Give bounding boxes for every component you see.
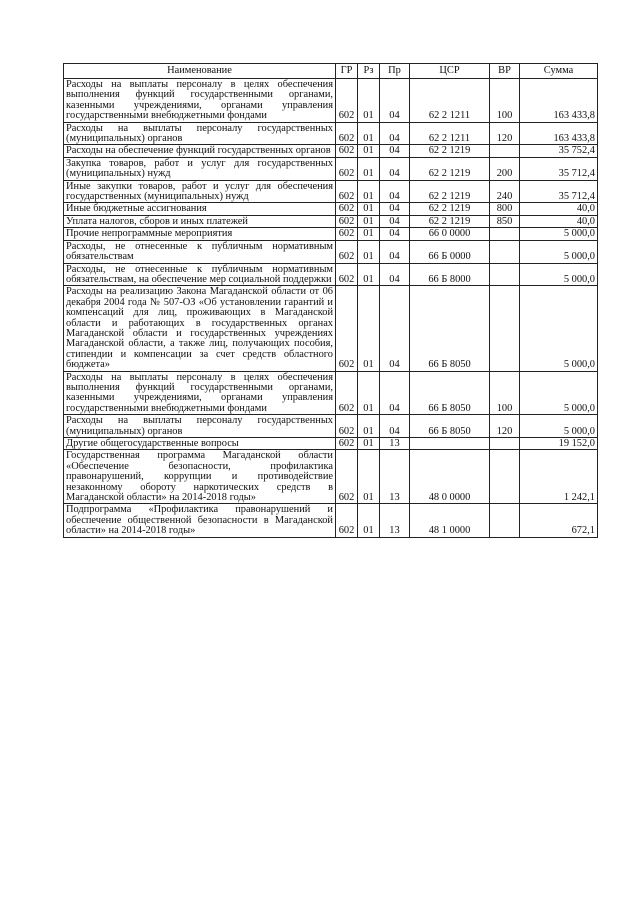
table-row <box>64 145 598 157</box>
row-vr <box>490 438 520 450</box>
row-rz: 01 <box>358 203 380 215</box>
row-sum: 35 752,4 <box>520 145 598 157</box>
row-csr: 62 2 1219 <box>410 203 490 215</box>
row-vr: 800 <box>490 203 520 215</box>
row-csr: 66 0 0000 <box>410 228 490 240</box>
row-gr: 602 <box>336 122 358 145</box>
table-body <box>64 79 598 538</box>
row-csr: 48 1 0000 <box>410 504 490 537</box>
row-pr: 04 <box>380 228 410 240</box>
row-rz: 01 <box>358 286 380 371</box>
row-name: Подпрограмма «Профилактика правонарушений и обеспечение общественной безопасности в Магаданской области» на 2014-2018 годы» <box>64 504 336 537</box>
row-csr: 66 Б 8050 <box>410 415 490 438</box>
row-gr: 602 <box>336 203 358 215</box>
table-row <box>64 371 598 415</box>
row-vr: 120 <box>490 415 520 438</box>
row-name: Расходы на выплаты персоналу государственных (муниципальных) органов <box>64 415 336 438</box>
row-sum: 5 000,0 <box>520 263 598 286</box>
row-name: Расходы на выплаты персоналу в целях обеспечения выполнения функций государственными органами, казенными учреждениями, органами управления государственными внебюджетными фондами <box>64 371 336 415</box>
row-gr: 602 <box>336 371 358 415</box>
row-sum: 5 000,0 <box>520 228 598 240</box>
table-row <box>64 286 598 371</box>
row-pr: 13 <box>380 450 410 504</box>
row-gr: 602 <box>336 180 358 203</box>
row-sum: 5 000,0 <box>520 371 598 415</box>
row-name: Государственная программа Магаданской области «Обеспечение безопасности, профилактика правонарушений, коррупции и противодействие незаконному обороту наркотических средств в Магаданской области» на 2014-2018 годы» <box>64 450 336 504</box>
row-rz: 01 <box>358 79 380 123</box>
row-name: Расходы на реализацию Закона Магаданской области от 06 декабря 2004 года № 507-ОЗ «Об установлении гарантий и компенсаций для лиц, проживающих в Магаданской области и работающих в государственных органах Магаданской области и государственных учреждениях Магаданской области, а также лиц, получающих пособия, стипендии и компенсации за счет средств областного бюджета» <box>64 286 336 371</box>
row-csr: 66 Б 8050 <box>410 371 490 415</box>
row-pr: 04 <box>380 286 410 371</box>
row-rz: 01 <box>358 504 380 537</box>
row-pr: 04 <box>380 240 410 263</box>
header-pr: Пр <box>380 64 410 79</box>
header-name: Наименование <box>64 64 336 79</box>
row-sum: 5 000,0 <box>520 415 598 438</box>
table-row <box>64 215 598 227</box>
header-row <box>64 64 598 79</box>
row-gr: 602 <box>336 157 358 180</box>
row-sum: 1 242,1 <box>520 450 598 504</box>
row-gr: 602 <box>336 145 358 157</box>
header-vr: ВР <box>490 64 520 79</box>
row-pr: 04 <box>380 215 410 227</box>
row-sum: 35 712,4 <box>520 180 598 203</box>
table-row <box>64 79 598 123</box>
row-gr: 602 <box>336 438 358 450</box>
row-pr: 04 <box>380 79 410 123</box>
row-rz: 01 <box>358 450 380 504</box>
row-gr: 602 <box>336 240 358 263</box>
row-pr: 04 <box>380 145 410 157</box>
row-name: Другие общегосударственные вопросы <box>64 438 336 450</box>
table-row <box>64 122 598 145</box>
budget-table <box>63 63 598 538</box>
row-vr <box>490 145 520 157</box>
row-vr: 240 <box>490 180 520 203</box>
row-rz: 01 <box>358 371 380 415</box>
row-gr: 602 <box>336 286 358 371</box>
row-rz: 01 <box>358 240 380 263</box>
row-gr: 602 <box>336 228 358 240</box>
row-name: Закупка товаров, работ и услуг для государственных (муниципальных) нужд <box>64 157 336 180</box>
header-csr: ЦСР <box>410 64 490 79</box>
row-rz: 01 <box>358 438 380 450</box>
header-sum: Сумма <box>520 64 598 79</box>
row-name: Расходы на обеспечение функций государственных органов <box>64 145 336 157</box>
row-gr: 602 <box>336 504 358 537</box>
table-row <box>64 240 598 263</box>
table-row <box>64 180 598 203</box>
row-name: Иные закупки товаров, работ и услуг для обеспечения государственных (муниципальных) нужд <box>64 180 336 203</box>
row-pr: 04 <box>380 180 410 203</box>
row-vr: 100 <box>490 79 520 123</box>
row-csr: 62 2 1211 <box>410 79 490 123</box>
row-rz: 01 <box>358 215 380 227</box>
row-name: Расходы, не отнесенные к публичным нормативным обязательствам, на обеспечение мер социальной поддержки <box>64 263 336 286</box>
row-gr: 602 <box>336 415 358 438</box>
row-vr <box>490 450 520 504</box>
table-row <box>64 438 598 450</box>
row-gr: 602 <box>336 263 358 286</box>
row-sum: 5 000,0 <box>520 240 598 263</box>
row-vr <box>490 504 520 537</box>
row-vr <box>490 240 520 263</box>
row-vr: 200 <box>490 157 520 180</box>
row-vr: 850 <box>490 215 520 227</box>
row-rz: 01 <box>358 415 380 438</box>
row-csr: 62 2 1219 <box>410 145 490 157</box>
row-csr: 66 Б 0000 <box>410 240 490 263</box>
table-row <box>64 228 598 240</box>
header-gr: ГР <box>336 64 358 79</box>
row-rz: 01 <box>358 263 380 286</box>
table-row <box>64 157 598 180</box>
table-row <box>64 263 598 286</box>
row-name: Прочие непрограммные мероприятия <box>64 228 336 240</box>
row-rz: 01 <box>358 122 380 145</box>
row-pr: 04 <box>380 122 410 145</box>
row-csr: 62 2 1219 <box>410 180 490 203</box>
row-csr: 62 2 1219 <box>410 215 490 227</box>
row-gr: 602 <box>336 215 358 227</box>
table-header <box>64 64 598 79</box>
table-row <box>64 415 598 438</box>
row-rz: 01 <box>358 228 380 240</box>
row-pr: 04 <box>380 157 410 180</box>
row-vr <box>490 263 520 286</box>
table-row <box>64 203 598 215</box>
row-pr: 04 <box>380 263 410 286</box>
row-csr: 48 0 0000 <box>410 450 490 504</box>
row-csr: 66 Б 8050 <box>410 286 490 371</box>
row-csr: 62 2 1211 <box>410 122 490 145</box>
row-gr: 602 <box>336 79 358 123</box>
row-vr: 120 <box>490 122 520 145</box>
row-gr: 602 <box>336 450 358 504</box>
row-name: Расходы, не отнесенные к публичным нормативным обязательствам <box>64 240 336 263</box>
table-row <box>64 450 598 504</box>
row-sum: 672,1 <box>520 504 598 537</box>
row-name: Уплата налогов, сборов и иных платежей <box>64 215 336 227</box>
row-pr: 04 <box>380 415 410 438</box>
row-pr: 13 <box>380 504 410 537</box>
row-rz: 01 <box>358 157 380 180</box>
header-rz: Рз <box>358 64 380 79</box>
row-sum: 5 000,0 <box>520 286 598 371</box>
row-sum: 35 712,4 <box>520 157 598 180</box>
row-sum: 40,0 <box>520 203 598 215</box>
row-rz: 01 <box>358 180 380 203</box>
row-rz: 01 <box>358 145 380 157</box>
row-pr: 04 <box>380 203 410 215</box>
row-sum: 163 433,8 <box>520 79 598 123</box>
row-name: Расходы на выплаты персоналу в целях обеспечения выполнения функций государственными органами, казенными учреждениями, органами управления государственными внебюджетными фондами <box>64 79 336 123</box>
row-pr: 13 <box>380 438 410 450</box>
row-name: Иные бюджетные ассигнования <box>64 203 336 215</box>
row-name: Расходы на выплаты персоналу государственных (муниципальных) органов <box>64 122 336 145</box>
row-csr <box>410 438 490 450</box>
row-csr: 62 2 1219 <box>410 157 490 180</box>
row-vr <box>490 228 520 240</box>
row-sum: 40,0 <box>520 215 598 227</box>
row-csr: 66 Б 8000 <box>410 263 490 286</box>
row-vr: 100 <box>490 371 520 415</box>
row-sum: 19 152,0 <box>520 438 598 450</box>
row-pr: 04 <box>380 371 410 415</box>
row-vr <box>490 286 520 371</box>
row-sum: 163 433,8 <box>520 122 598 145</box>
table-row <box>64 504 598 537</box>
